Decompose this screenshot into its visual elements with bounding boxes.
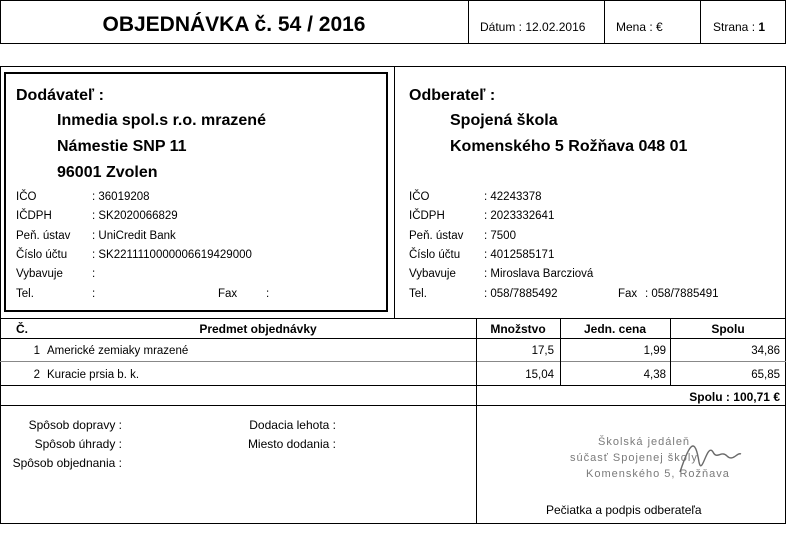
customer-contact-label: Vybavuje — [409, 268, 456, 280]
row-total: 34,86 — [751, 345, 780, 357]
col-qty-header: Množstvo — [490, 322, 546, 336]
col-total-header: Spolu — [711, 322, 745, 336]
customer-tel-value: : 058/7885492 — [484, 288, 558, 300]
stamp-line-2: súčasť Spojenej školy — [570, 452, 698, 464]
party-divider — [394, 66, 395, 318]
delivery-term-label: Dodacia lehota : — [249, 418, 336, 432]
supplier-ico-value: : 36019208 — [92, 191, 150, 203]
date-field — [480, 20, 585, 34]
page-value: 1 — [758, 20, 766, 34]
customer-account-label: Číslo účtu — [409, 249, 461, 261]
supplier-fax-label: Fax — [218, 288, 238, 300]
supplier-bank-label: Peň. ústav — [16, 230, 71, 242]
customer-ico-value: : 42243378 — [484, 191, 542, 203]
table-row-line — [0, 361, 786, 362]
page-field — [713, 20, 765, 34]
table-row-line — [0, 385, 786, 386]
currency-label: Mena : — [616, 20, 653, 34]
customer-street: Komenského 5 Rožňava 048 01 — [450, 138, 688, 155]
supplier-street: Námestie SNP 11 — [57, 138, 187, 155]
date-label: Dátum : — [480, 20, 523, 34]
col-price-header: Jedn. cena — [583, 322, 647, 336]
table-header-line — [0, 338, 786, 339]
header-divider — [468, 0, 469, 44]
payment-label: Spôsob úhrady : — [34, 437, 122, 451]
row-no: 1 — [33, 345, 40, 357]
stamp-line-1: Školská jedáleň — [598, 436, 691, 448]
supplier-name: Inmedia spol.s r.o. mrazené — [57, 112, 266, 129]
customer-ico-label: IČO — [409, 191, 430, 203]
customer-icdph-label: IČDPH — [409, 210, 445, 222]
supplier-tel-value: : — [92, 288, 96, 300]
order-title: OBJEDNÁVKA č. 54 / 2016 — [102, 13, 366, 36]
currency-value: € — [656, 20, 663, 34]
signature-label: Pečiatka a podpis odberateľa — [546, 503, 702, 517]
supplier-heading: Dodávateľ : — [16, 87, 104, 104]
supplier-tel-label: Tel. — [16, 288, 34, 300]
delivery-place-label: Miesto dodania : — [247, 437, 336, 451]
col-item-header: Predmet objednávky — [199, 322, 317, 336]
order-method-label: Spôsob objednania : — [12, 456, 122, 470]
customer-fax-label: Fax — [618, 288, 638, 300]
supplier-fax-value: : — [266, 288, 270, 300]
order-total — [660, 390, 780, 404]
signature-icon — [675, 432, 745, 482]
customer-account-value: : 4012585171 — [484, 249, 555, 261]
table-top-line — [0, 318, 786, 319]
supplier-bank-value: : UniCredit Bank — [92, 230, 176, 242]
row-item: Kuracie prsia b. k. — [47, 369, 140, 381]
col-no-header: Č. — [16, 322, 28, 336]
customer-contact-value: : Miroslava Barcziová — [484, 268, 594, 280]
supplier-city: 96001 Zvolen — [57, 164, 158, 181]
header-divider — [700, 0, 701, 44]
supplier-account-label: Číslo účtu — [16, 249, 68, 261]
customer-tel-label: Tel. — [409, 288, 427, 300]
total-value: 100,71 € — [733, 390, 780, 404]
table-sum-line — [0, 405, 786, 406]
row-no: 2 — [33, 369, 40, 381]
currency-field — [616, 20, 663, 34]
supplier-contact-value: : — [92, 268, 96, 280]
customer-bank-label: Peň. ústav — [409, 230, 464, 242]
row-price: 1,99 — [643, 345, 666, 357]
row-qty: 15,04 — [525, 369, 554, 381]
supplier-contact-label: Vybavuje — [16, 268, 63, 280]
total-label: Spolu : — [689, 390, 730, 404]
transport-label: Spôsob dopravy : — [28, 418, 122, 432]
header-divider — [604, 0, 605, 44]
customer-heading: Odberateľ : — [409, 87, 496, 104]
supplier-icdph-value: : SK2020066829 — [92, 210, 178, 222]
supplier-account-value: : SK2211110000006619429000 — [92, 249, 252, 261]
supplier-ico-label: IČO — [16, 191, 37, 203]
page-label: Strana : — [713, 20, 756, 34]
row-price: 4,38 — [643, 369, 666, 381]
customer-icdph-value: : 2023332641 — [484, 210, 555, 222]
row-total: 65,85 — [751, 369, 780, 381]
customer-bank-value: : 7500 — [484, 230, 516, 242]
row-qty: 17,5 — [531, 345, 554, 357]
stamp-line-3: Komenského 5, Rožňava — [586, 468, 730, 480]
customer-name: Spojená škola — [450, 112, 558, 129]
supplier-icdph-label: IČDPH — [16, 210, 52, 222]
row-item: Americké zemiaky mrazené — [47, 345, 189, 357]
date-value: 12.02.2016 — [525, 20, 586, 34]
customer-fax-value: : 058/7885491 — [645, 288, 719, 300]
